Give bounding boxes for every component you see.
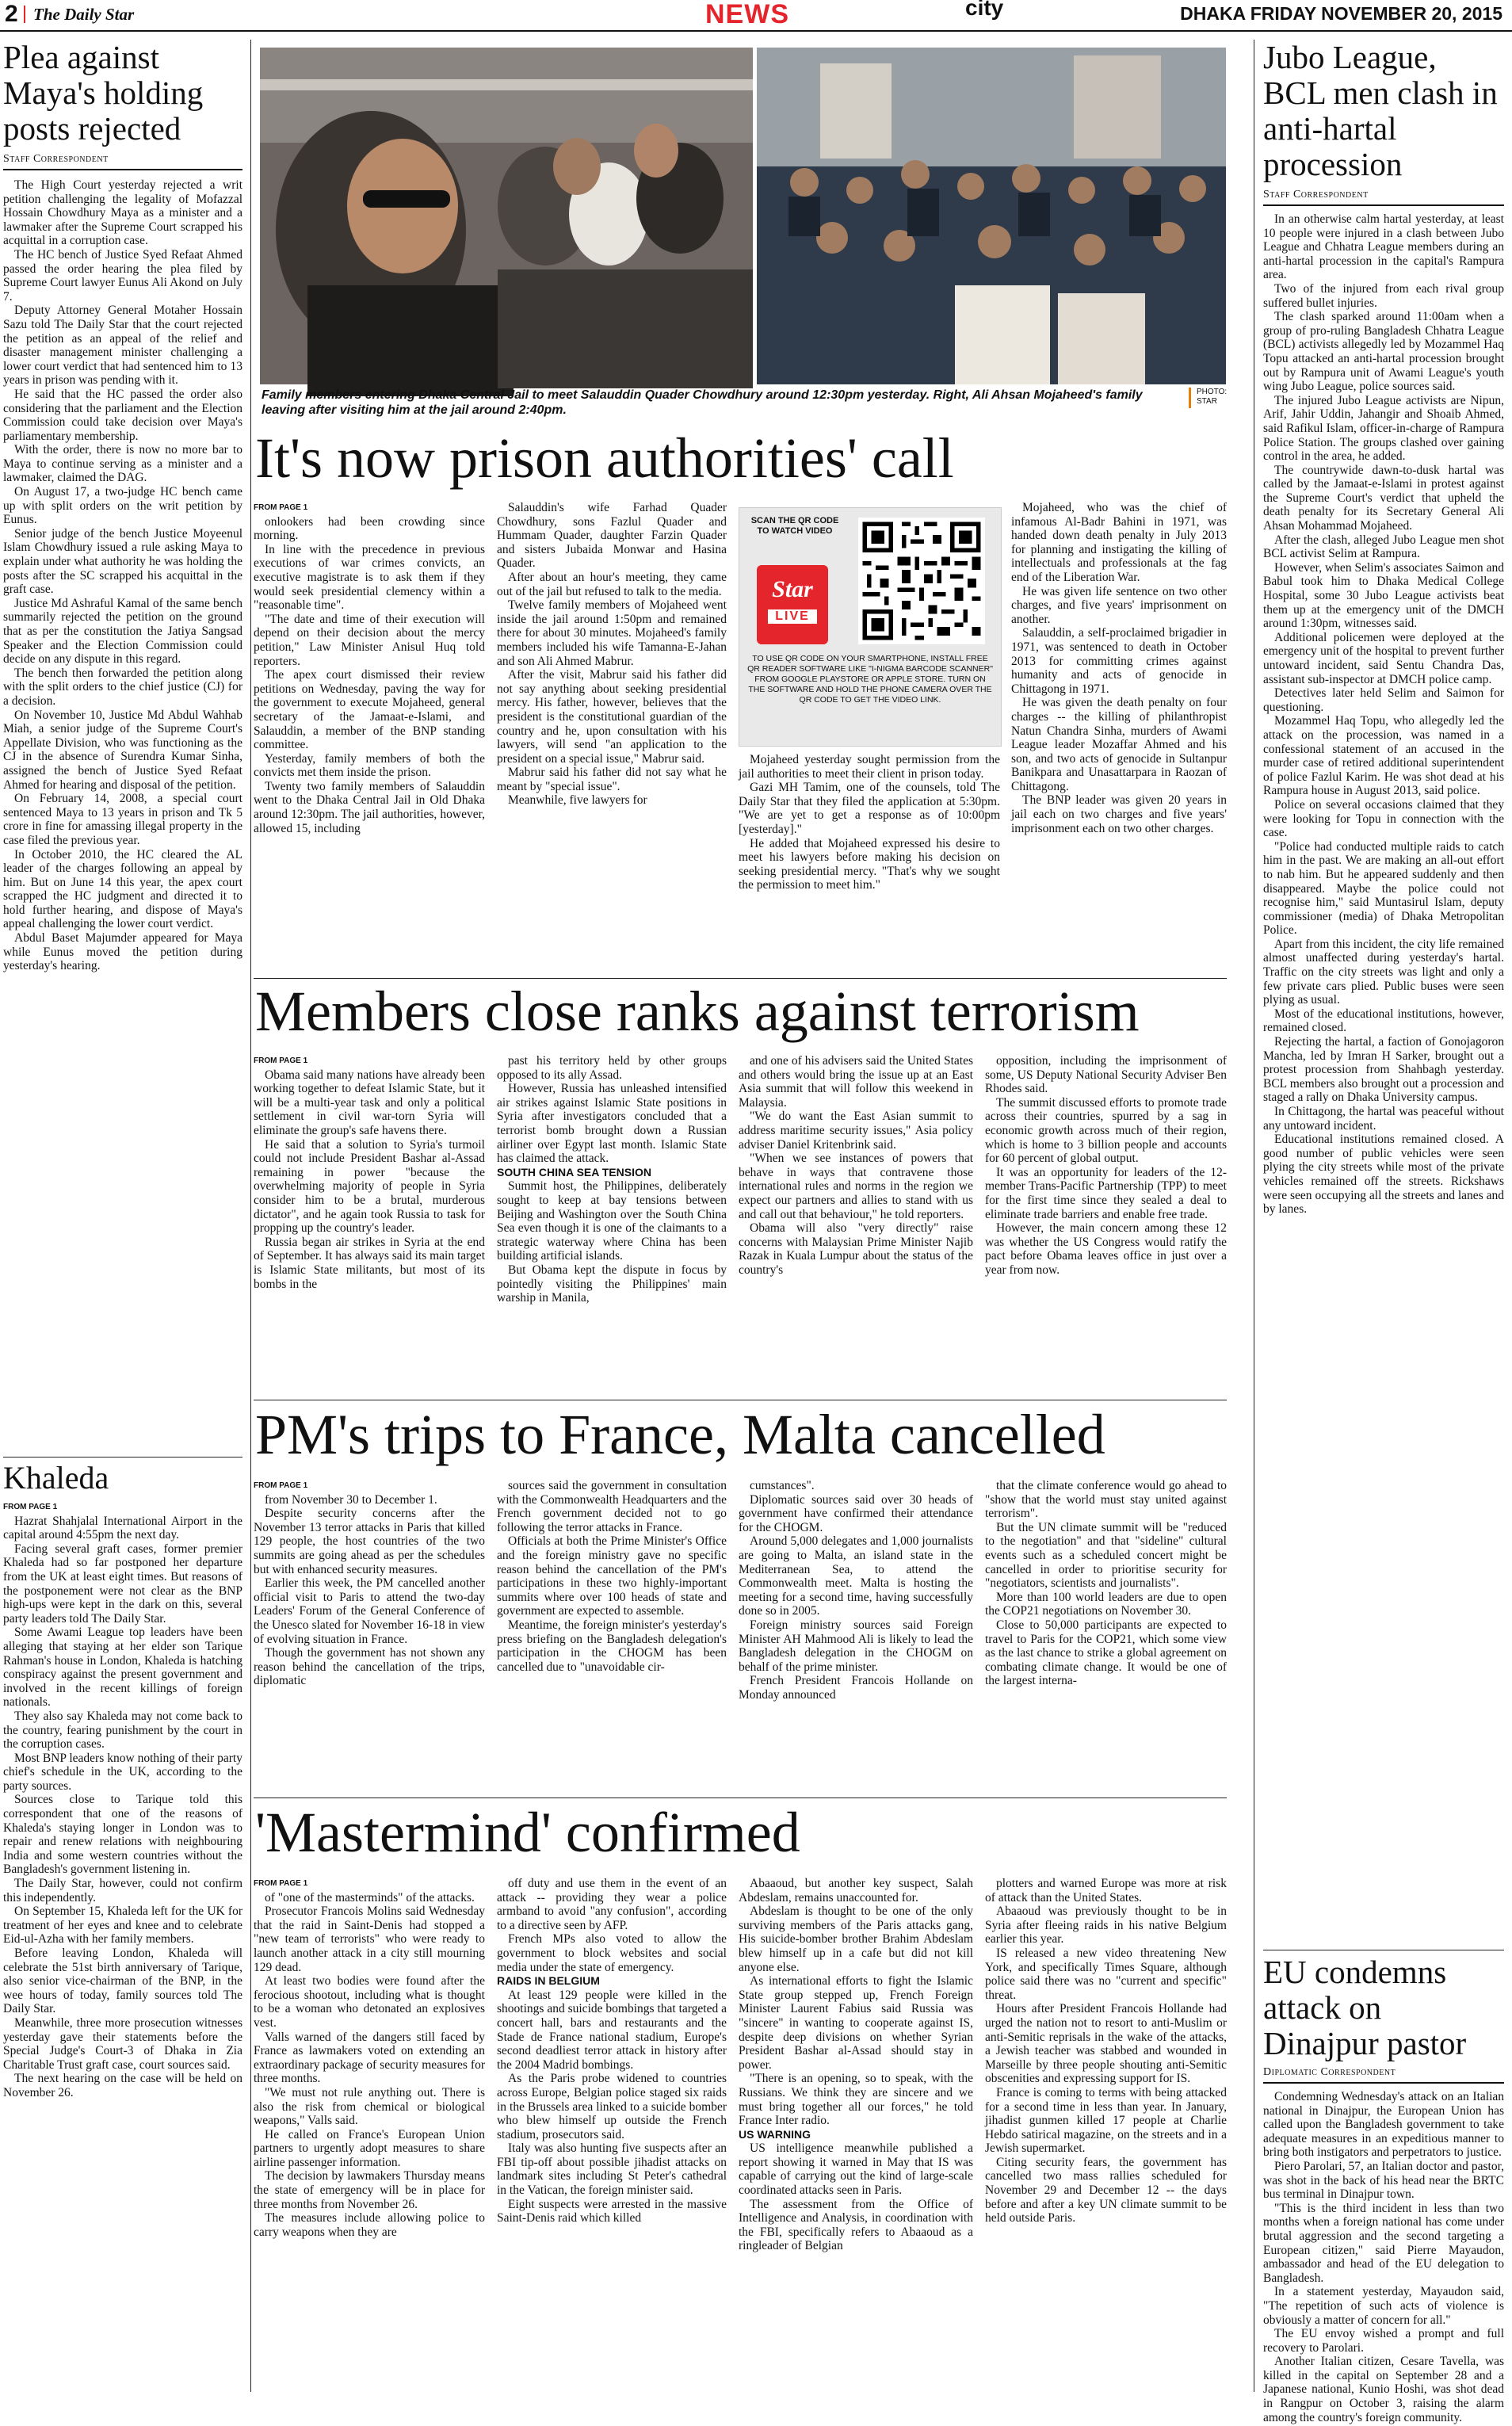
paragraph: Apart from this incident, the city life remained almost unaffected during yesterday's hartal. Traffic on the city streets was light and only a few private cars plied. Public buses were seen plying as usual. bbox=[1263, 937, 1504, 1007]
paragraph: off duty and use them in the event of an attack -- providing they wear a police armband to avoid "any confusion", according to a directive seen by AFP. bbox=[497, 1877, 727, 1932]
khaleda-story bbox=[3, 1460, 242, 2426]
paragraph: plotters and warned Europe was more at risk of attack than the United States. bbox=[985, 1877, 1227, 1905]
photo-left bbox=[260, 48, 753, 384]
qr-box bbox=[739, 507, 1002, 747]
paragraph: Educational institutions remained closed. A good number of public vehicles were seen plying the city streets while most of the private vehicles remained off the streets. Rickshaws were seen occupying all the streets and lanes and by lanes. bbox=[1263, 1133, 1504, 1217]
qr-instructions: TO USE QR CODE ON YOUR SMARTPHONE, INSTALL FREE QR READER SOFTWARE LIKE "I-NIGMA BARCODE SCANNER" FROM GOOGLE PLAYSTORE OR APPLE STORE. TURN ON THE SOFTWARE AND HOLD THE PHONE CAMERA OVER THE QR CODE TO GET THE VIDEO LINK. bbox=[747, 654, 993, 705]
mastermind-col-1 bbox=[254, 1877, 485, 2392]
pm-col-3 bbox=[739, 1479, 973, 1788]
paragraph: Italy was also hunting five suspects after an FBI tip-off about possible jihadist attacks on landmark sites including St Peter's cathedral in the Vatican, the foreign minister said. bbox=[497, 2141, 727, 2198]
paragraph: Senior judge of the bench Justice Moyeenul Islam Chowdhury issued a rule asking Maya to explain under what authority he was holding the posts after the SC scrapped his acquittal in the graft case. bbox=[3, 526, 242, 597]
paragraph: The summit discussed efforts to promote trade across their countries, spurred by a sag in economic growth across much of their region, which is home to 3 billion people and accounts for 60 percent of global output. bbox=[985, 1095, 1227, 1166]
subsection-label: city bbox=[965, 0, 1004, 20]
paragraph: He said that the HC passed the order also considering that the parliament and the Election Commission could take decision over Maya's parliamentary membership. bbox=[3, 387, 242, 443]
paragraph: Salauddin, a self-proclaimed brigadier in 1971, was sentenced to death in October 2013 for committing crimes against humanity and acts of genocide in Chittagong in 1971. bbox=[1011, 626, 1227, 696]
paragraph: Most BNP leaders know nothing of their party chief's schedule in the UK, according to the party sources. bbox=[3, 1751, 242, 1793]
paragraph: Obama will also "very directly" raise concerns with Malaysian Prime Minister Najib Razak in Kuala Lumpur about the status of the country's bbox=[739, 1221, 973, 1277]
paragraph: Obama said many nations have already been working together to defeat Islamic State, but it will be a multi-year task and only a political settlement in civil war-torn Syria will eliminate the group's safe havens there. bbox=[254, 1068, 485, 1137]
left-story-byline: Staff Correspondent bbox=[3, 153, 242, 170]
paragraph: Valls warned of the dangers still faced by France as lawmakers voted on extending an extraordinary package of security measures for three months. bbox=[254, 2030, 485, 2086]
star-live-logo bbox=[757, 565, 828, 644]
paragraph: On September 15, Khaleda left for the UK for treatment of her eyes and knee and to celebrate Eid-ul-Azha with her family members. bbox=[3, 1905, 242, 1947]
section-label: NEWS bbox=[705, 0, 789, 29]
paragraph: Rejecting the hartal, a faction of Gonojagoron Mancha, led by Imran H Sarker, brought out a protest procession from Shahbagh yesterday. BCL members also brought out a procession and staged a rally on Dhaka University campus. bbox=[1263, 1035, 1504, 1105]
star-live-logo-bottom: LIVE bbox=[768, 609, 817, 624]
paragraph: French President Francois Hollande on Monday announced bbox=[739, 1674, 973, 1702]
paragraph: Close to 50,000 participants are expected to travel to Paris for the COP21, which some view as the last chance to strike a global agreement on combating climate change. It would be one of the largest interna- bbox=[985, 1618, 1227, 1688]
paragraph: Yesterday, family members of both the convicts met them inside the prison. bbox=[254, 751, 485, 780]
prison-kicker: FROM PAGE 1 bbox=[254, 503, 308, 512]
paragraph: But Obama kept the dispute in focus by pointedly visiting the Philippines' main warship in Manila, bbox=[497, 1263, 727, 1305]
khaleda-kicker: FROM PAGE 1 bbox=[3, 1503, 58, 1511]
terror-col-4 bbox=[985, 1054, 1227, 1387]
paragraph: Diplomatic sources said over 30 heads of government have confirmed their attendance for the CHOGM. bbox=[739, 1492, 973, 1534]
paragraph: Mojaheed, who was the chief of infamous Al-Badr Bahini in 1971, was handed down death penalty in July 2013 for planning and instigating the killing of intellectuals and professionals at the fag end of the Liberation War. bbox=[1011, 501, 1227, 584]
terror-col-2 bbox=[497, 1054, 727, 1387]
paragraph: The EU envoy wished a prompt and full recovery to Parolari. bbox=[1263, 2327, 1504, 2355]
terror-kicker: FROM PAGE 1 bbox=[254, 1056, 308, 1065]
paragraph: Despite security concerns after the November 13 terror attacks in Paris that killed 129 people, the host countries of the two summits are going ahead as per the schedules but with enhanced security measures. bbox=[254, 1507, 485, 1576]
paragraph: Russia began air strikes in Syria at the end of September. It has always said its main target is Islamic State militants, but most of its bombs in the bbox=[254, 1235, 485, 1291]
paragraph: The clash sparked around 11:00am when a group of pro-ruling Bangladesh Chhatra League (BCL) activists allegedly led by Mozammel Haq Topu attacked an anti-hartal procession brought out by Rampura unit of Awami League's youth wing Jubo League, police sources said. bbox=[1263, 310, 1504, 394]
paragraph: The HC bench of Justice Syed Refaat Ahmed passed the order hearing the plea filed by Supreme Court lawyer Eunus Ali Akond on July 7. bbox=[3, 247, 242, 304]
paragraph: "We do want the East Asian summit to address maritime security issues," Asia policy adviser Daniel Kritenbrink said. bbox=[739, 1110, 973, 1152]
paragraph: They also say Khaleda may not come back to the country, fearing punishment by the court in the corruption cases. bbox=[3, 1709, 242, 1752]
paragraph: Citing security fears, the government has cancelled two mass rallies scheduled for November 29 and December 12 -- the days before and after a key UN climate summit to be held outside Paris. bbox=[985, 2155, 1227, 2225]
paragraph: Summit host, the Philippines, deliberately sought to keep at bay tensions between Beijing and Washington over the South China Sea even though it is one of the claimants to a strategic waterway where China has been building artificial islands. bbox=[497, 1179, 727, 1263]
paragraph: opposition, including the imprisonment of some, US Deputy National Security Adviser Ben Rhodes said. bbox=[985, 1054, 1227, 1096]
paragraph: Mabrur said his father did not say what he meant by "special issue". bbox=[497, 766, 727, 793]
paragraph: Hazrat Shahjalal International Airport in the capital around 4:55pm the next day. bbox=[3, 1514, 242, 1542]
pm-col-4 bbox=[985, 1479, 1227, 1788]
paragraph: Abdeslam is thought to be one of the only surviving members of the Paris attacks gang, His suicide-bomber brother Brahim Abdeslam blew himself up in a cafe but did not kill anyone else. bbox=[739, 1905, 973, 1974]
paragraph: He called on France's European Union partners to urgently adopt measures to share airline passenger information. bbox=[254, 2127, 485, 2169]
paragraph: In an otherwise calm hartal yesterday, at least 10 people were injured in a clash between Jubo League and Chhatra League members during an anti-hartal procession in the capital's Rampura area. bbox=[1263, 212, 1504, 282]
paragraph: Facing several graft cases, former premier Khaleda had so far postponed her departure from the UK at least eight times. But reasons of the postponement were not clear as the BNP high-ups were kept in the dark on this, several party leaders told The Daily Star. bbox=[3, 1542, 242, 1626]
paragraph: In October 2010, the HC cleared the AL leader of the charges following an appeal by him. But on June 14 this year, the apex court scrapped the HC judgment and directed it to hold further hearing, and dispose of Maya's appeal challenging the lower court verdict. bbox=[3, 847, 242, 931]
paragraph: Hours after President Francois Hollande had urged the nation not to resort to anti-Muslim or anti-Semitic reprisals in the wake of the attacks, a Jewish teacher was stabbed and wounded in Marseille by three people shouting anti-Semitic obscenities and expressing support for IS. bbox=[985, 2002, 1227, 2086]
paragraph: Salauddin's wife Farhad Quader Chowdhury, sons Fazlul Quader and Hummam Quader, daughter Farzin Quader and sisters Jubaida Monwar and Hasina Quader. bbox=[497, 501, 727, 571]
paragraph: On November 10, Justice Md Abdul Wahhab Miah, a senior judge of the Supreme Court's Appellate Division, who was functioning as the CJ in the absence of Surendra Kumar Sinha, assigned the bench of Justice Syed Refaat Ahmed for hearing and disposal of the petition. bbox=[3, 708, 242, 792]
paragraph: French MPs also voted to allow the government to block websites and social media under the state of emergency. bbox=[497, 1932, 727, 1974]
left-story-headline: Plea against Maya's holding posts rejected bbox=[3, 39, 204, 147]
paragraph: Another Italian citizen, Cesare Tavella, was killed in the capital on September 28 and a Japanese national, Kunio Hoshi, was shot dead in Rangpur on October 3, raising the alarm among the country's foreign community. bbox=[1263, 2355, 1504, 2424]
prison-col-1 bbox=[254, 501, 485, 968]
paragraph: After the clash, alleged Jubo League men shot BCL activist Selim at Rampura. bbox=[1263, 533, 1504, 561]
paragraph: Abaaoud was previously thought to be in Syria after fleeing raids in his native Belgium earlier this year. bbox=[985, 1905, 1227, 1947]
paragraph: In a statement yesterday, Mayaudon said, "The repetition of such acts of violence is obviously a matter of concern for all." bbox=[1263, 2285, 1504, 2327]
paragraph: But the UN climate summit will be "reduced to the negotiation" and that "sideline" cultural events such as a scheduled concert might be cancelled in order to prioritise security for "negotiators, scientists and journalists". bbox=[985, 1520, 1227, 1591]
mastermind-kicker: FROM PAGE 1 bbox=[254, 1879, 308, 1888]
paragraph: Abdul Baset Majumder appeared for Maya while Eunus moved the petition during yesterday's hearing. bbox=[3, 931, 242, 973]
paragraph: Two of the injured from each rival group suffered bullet injuries. bbox=[1263, 281, 1504, 310]
paragraph: The injured Jubo League activists are Nipun, Arif, Jahir Uddin, Jahangir and Shoaib Ahmed, said Rafikul Islam, officer-in-charge of Rampura Police Station. The groups clashed over gaining control in the area, he added. bbox=[1263, 393, 1504, 464]
mastermind-headline: 'Mastermind' confirmed bbox=[255, 1801, 800, 1864]
paragraph: Detectives later held Selim and Saimon for questioning. bbox=[1263, 686, 1504, 714]
paragraph: On February 14, 2008, a special court sentenced Maya to 13 years in prison and Tk 5 crore in fine for amassing illegal property in the case filed the previous year. bbox=[3, 792, 242, 847]
paragraph: Police on several occasions claimed that they were looking for Topu in connection with the case. bbox=[1263, 797, 1504, 840]
paragraph: US intelligence meanwhile published a report showing it warned in May that IS was capable of carrying out the kind of large-scale coordinated attacks seen in Paris. bbox=[739, 2141, 973, 2198]
paragraph: onlookers had been crowding since morning. bbox=[254, 514, 485, 543]
paragraph: "The date and time of their execution will depend on their decision about the mercy petition," Law Minister Anisul Huq told reporters. bbox=[254, 612, 485, 668]
paragraph: However, when Selim's associates Saimon and Babul took him to Dhaka Medical College Hospital, some 30 Jubo League activists beat them up at the emergency unit of the DMCH around 1:30pm, witnesses said. bbox=[1263, 560, 1504, 631]
page-number: 2 bbox=[5, 1, 18, 27]
khaleda-body bbox=[3, 1500, 242, 2426]
paragraph: "This is the third incident in less than two months when a foreign national has come under brutal aggression and the second targeting a European citizen," said Pierre Mayaudon, ambassador and head of the EU delegation to Bangladesh. bbox=[1263, 2201, 1504, 2285]
paragraph: Meantime, the foreign minister's yesterday's press briefing on the Bangladesh delegation's participation in the CHOGM has been cancelled due to "unavoidable cir- bbox=[497, 1618, 727, 1674]
prison-col-2 bbox=[497, 501, 727, 968]
paragraph: The BNP leader was given 20 years in jail each on two charges and five years' imprisonment each on two other charges. bbox=[1011, 793, 1227, 835]
mastermind-col-4 bbox=[985, 1877, 1227, 2392]
eu-story-body bbox=[1263, 2090, 1504, 2424]
paragraph: Earlier this week, the PM cancelled another official visit to Paris to attend the two-day Leaders' Forum of the General Conference of the Unesco slated for November 16-18 in view of evolving situation in France. bbox=[254, 1576, 485, 1646]
paragraph: Mojaheed yesterday sought permission from the jail authorities to meet their client in prison today. bbox=[739, 753, 1000, 781]
right-story-byline: Staff Correspondent bbox=[1263, 189, 1504, 206]
family-entering-jail-photo-icon bbox=[260, 48, 753, 384]
khaleda-headline: Khaleda bbox=[3, 1460, 109, 1496]
paragraph: Meanwhile, five lawyers for bbox=[508, 793, 647, 808]
paragraph: past his territory held by other groups opposed to its ally Assad. bbox=[497, 1054, 727, 1082]
paragraph: US WARNING bbox=[739, 2127, 811, 2141]
paragraph: The High Court yesterday rejected a writ petition challenging the legality of Mofazzal Hossain Chowdhury Maya as a minister and a lawmaker after the Supreme Court scrapped his acquittal in a corruption case. bbox=[3, 178, 242, 248]
masthead bbox=[0, 0, 1512, 32]
paragraph: More than 100 world leaders are due to open the COP21 negotiations on November 30. bbox=[985, 1590, 1227, 1618]
paragraph: "Police had conducted multiple raids to catch him in the past. We are making an all-out effort to nab him. But he appeared suddenly and then disappeared. Maybe the police could not recognise him," said Muntasirul Islam, deputy commissioner (media) of Dhaka Metropolitan Police. bbox=[1263, 839, 1504, 938]
paragraph: However, the main concern among these 12 was whether the US Congress would ratify the pact before Obama leaves office in just over a year from now. bbox=[985, 1221, 1227, 1277]
photo-credit-bar-icon bbox=[1189, 388, 1191, 408]
paragraph: from November 30 to December 1. bbox=[265, 1492, 437, 1507]
paragraph: The bench then forwarded the petition along with the split orders to the chief justice (CJ) for a decision. bbox=[3, 666, 242, 708]
paragraph: Gazi MH Tamim, one of the counsels, told The Daily Star that they filed the application at 5:30pm. "We are yet to get a response as of 10:00pm [yesterday]." bbox=[739, 781, 1000, 836]
paper-name: The Daily Star bbox=[33, 5, 135, 24]
paragraph: The apex court dismissed their review petitions on Wednesday, paving the way for the government to execute Mojaheed, general secretary of the Jamaat-e-Islami, and Salauddin, a member of the BNP standing committee. bbox=[254, 668, 485, 752]
paragraph: Officials at both the Prime Minister's Office and the foreign ministry gave no specific reason behind the cancellation of the PM's participations in these two highly-important summits where over 100 heads of state and government are expected to assemble. bbox=[497, 1534, 727, 1618]
paragraph: IS released a new video threatening New York, and specifically Times Square, although police said there was no "current and specific" threat. bbox=[985, 1946, 1227, 2002]
paragraph: Before leaving London, Khaleda will celebrate the 51st birth anniversary of Tarique, also senior vice-chairman of the BNP, in the wee hours of today, family sources told The Daily Star. bbox=[3, 1947, 242, 2016]
left-story bbox=[3, 40, 242, 1559]
paragraph: However, Russia has unleashed intensified air strikes against Islamic State positions in Syria after investigators concluded that a terrorist bomb brought down a Russian airliner over Egypt last month. Islamic State has claimed the attack. bbox=[497, 1082, 727, 1166]
photo-right bbox=[757, 48, 1226, 384]
pm-kicker: FROM PAGE 1 bbox=[254, 1481, 308, 1490]
paragraph: Eight suspects were arrested in the massive Saint-Denis raid which killed bbox=[497, 2197, 727, 2225]
right-story bbox=[1263, 40, 1504, 1923]
paragraph: At least two bodies were found after the ferocious shootout, including what is thought to be a woman who detonated an explosives vest. bbox=[254, 1974, 485, 2030]
paragraph: SOUTH CHINA SEA TENSION bbox=[497, 1165, 651, 1179]
family-leaving-jail-photo-icon bbox=[757, 48, 1226, 384]
paragraph: Condemning Wednesday's attack on an Italian national in Dinajpur, the European Union has called upon the Bangladesh government to take adequate measures in an expeditious manner to bring both instigators and perpetrators to justice. bbox=[1263, 2090, 1504, 2160]
right-story-headline: Jubo League, BCL men clash in anti-hartal procession bbox=[1263, 39, 1498, 182]
paragraph: On August 17, a two-judge HC bench came up with split orders on the writ petition by Eunus. bbox=[3, 485, 242, 527]
paragraph: He added that Mojaheed expressed his desire to meet his lawyers before making his decision on seeking presidential mercy. "That's why we sought the permission to meet him." bbox=[739, 836, 1000, 892]
prison-headline: It's now prison authorities' call bbox=[255, 426, 954, 490]
paragraph: The measures include allowing police to carry weapons when they are bbox=[254, 2211, 485, 2239]
paragraph: Most of the educational institutions, however, remained closed. bbox=[1263, 1007, 1504, 1035]
paragraph: sources said the government in consultation with the Commonwealth Headquarters and the French government decided not to go following the terror attacks in France. bbox=[497, 1479, 727, 1534]
paragraph: He was given life sentence on two other charges, and five years' imprisonment on another. bbox=[1011, 584, 1227, 626]
paragraph: France is coming to terms with being attacked for a second time in less than year. In January, jihadist gunmen killed 17 people at Charlie Hebdo satirical magazine, on the streets and in a Jewish supermarket. bbox=[985, 2085, 1227, 2156]
paragraph: Justice Md Ashraful Kamal of the same bench summarily rejected the petition on the ground that as per the constitution the Jatiya Sangsad Speaker and the Election Commission could decide on any dispute in this regard. bbox=[3, 596, 242, 667]
paragraph: With the order, there is now no more bar to Maya to continue serving as a minister and a lawmaker, claimed the DAG. bbox=[3, 443, 242, 485]
paragraph: After the visit, Mabrur said his father did not say anything about seeking presidential mercy. His father, however, believes that the president is the constitutional guardian of the country and he, upon consultation with his lawyers, will send "an application to the president on a special issue," Mabrur said. bbox=[497, 668, 727, 766]
paragraph: Meanwhile, three more prosecution witnesses yesterday gave their statements before the Special Judge's Court-3 of Dhaka in Zia Charitable Trust graft case, court sources said. bbox=[3, 2015, 242, 2072]
paragraph: Abaaoud, but another key suspect, Salah Abdeslam, remains unaccounted for. bbox=[739, 1877, 973, 1905]
left-story-body bbox=[3, 178, 242, 1559]
paragraph: He was given the death penalty on four charges -- the killing of philanthropist Natun Chandra Sinha, murders of Awami League leader Mozaffar Ahmed and his son, and two acts of genocide in Sultanpur Banikpara and Unasattarpara in Raozan of Chittagong. bbox=[1011, 696, 1227, 793]
terror-headline: Members close ranks against terrorism bbox=[255, 980, 1140, 1043]
paragraph: Though the government has not shown any reason behind the cancellation of the trips, diplomatic bbox=[254, 1646, 485, 1688]
paragraph: After about an hour's meeting, they came out of the jail but refused to talk to the media. bbox=[497, 570, 727, 598]
photo-caption: Family members entering Dhaka Central Jail to meet Salauddin Quader Chowdhury around 12:30pm yesterday. Right, Ali Ahsan Mojaheed's family leaving after visiting him at the jail around 2:40pm. bbox=[262, 388, 1143, 417]
mastermind-col-3 bbox=[739, 1877, 973, 2392]
paragraph: The Daily Star, however, could not confirm this independently. bbox=[3, 1877, 242, 1905]
paragraph: In Chittagong, the hartal was peaceful without any untoward incident. bbox=[1263, 1105, 1504, 1133]
prison-col-3 bbox=[739, 753, 1000, 968]
paragraph: Some Awami League top leaders have been alleging that staying at her elder son Tarique Rahman's house in London, Khaleda is hatching conspiracy against the present government and involved in the recent killings of foreign nationals. bbox=[3, 1626, 242, 1710]
paragraph: that the climate conference would go ahead to "show that the world must stay united against terrorism". bbox=[985, 1479, 1227, 1521]
paragraph: As the Paris probe widened to countries across Europe, Belgian police staged six raids in the Brussels area linked to a suicide bomber who blew himself up outside the French stadium, prosecutors said. bbox=[497, 2072, 727, 2141]
pm-col-2 bbox=[497, 1479, 727, 1788]
paragraph: In line with the precedence in previous executions of war crimes convicts, an executive magistrate is to ask them if they would seek presidential clemency within a "reasonable time". bbox=[254, 542, 485, 613]
paragraph: "There is an opening, so to speak, with the Russians. We think they are sincere and we must bring together all our forces," he told France Inter radio. bbox=[739, 2072, 973, 2128]
paragraph: Additional policemen were deployed at the emergency unit of the hospital to prevent further untoward incident, said Sentu Chandra Das, assistant sub-inspector at DMCH police camp. bbox=[1263, 630, 1504, 686]
paragraph: Piero Parolari, 57, an Italian doctor and pastor, was shot in the back of his head near the BRTC bus terminal in Dinajpur town. bbox=[1263, 2159, 1504, 2202]
paragraph: It was an opportunity for leaders of the 12-member Trans-Pacific Partnership (TPP) to meet for the first time since they sealed a deal to eliminate trade barriers and enable free trade. bbox=[985, 1165, 1227, 1221]
terror-col-1 bbox=[254, 1054, 485, 1387]
paragraph: He said that a solution to Syria's turmoil could not include President Bashar al-Assad remaining in power "because the overwhelming majority of people in Syria consider him to be a brutal, murderous dictator", and he again took Russia to task for propping up the country's leader. bbox=[254, 1137, 485, 1236]
qr-code-icon[interactable] bbox=[858, 518, 985, 644]
paragraph: and one of his advisers said the United States and others would bring the issue up at an East Asia summit that will follow this weekend in Malaysia. bbox=[739, 1054, 973, 1110]
paragraph: At least 129 people were killed in the shootings and suicide bombings that targeted a concert hall, bars and restaurants and the Stade de France national stadium, Europe's second deadliest terror attack in history after the 2004 Madrid bombings. bbox=[497, 1988, 727, 2072]
paragraph: RAIDS IN BELGIUM bbox=[497, 1974, 600, 1988]
eu-story-byline: Diplomatic Correspondent bbox=[1263, 2066, 1504, 2084]
star-live-logo-top: Star bbox=[772, 576, 813, 602]
paragraph: The next hearing on the case will be held on November 26. bbox=[3, 2072, 242, 2099]
eu-story bbox=[1263, 1954, 1504, 2424]
right-story-body bbox=[1263, 212, 1504, 1923]
paragraph: Mozammel Haq Topu, who allegedly led the attack on the procession, was named in a confessional statement of an accused in the murder case of retired additional superintendent of police Fazlul Karim. He was shot dead at his Rampura house in August 2013, said police. bbox=[1263, 714, 1504, 798]
paragraph: Twelve family members of Mojaheed went inside the jail around 1:50pm and remained there for about 30 minutes. Mojaheed's family members included his wife Tamanna-E-Jahan and son Ali Ahmed Mabrur. bbox=[497, 598, 727, 668]
photo-credit: PHOTO: STAR bbox=[1197, 388, 1228, 406]
paragraph: The assessment from the Office of Intelligence and Analysis, in coordination with the FBI, specifically refers to Abaaoud as a ringleader of Belgian bbox=[739, 2197, 973, 2253]
pm-col-1 bbox=[254, 1479, 485, 1788]
paragraph: Deputy Attorney General Motaher Hossain Sazu told The Daily Star that the court rejected the petition as an appeal of the relief and disaster management minister challenging a lower court verdict that had sentenced him to 13 years in prison was pending with it. bbox=[3, 304, 242, 388]
paragraph: "We must not rule anything out. There is also the risk from chemical or biological weapons," Valls said. bbox=[254, 2085, 485, 2128]
prison-col-4 bbox=[1011, 501, 1227, 968]
dateline: DHAKA FRIDAY NOVEMBER 20, 2015 bbox=[1180, 3, 1502, 24]
paragraph: "When we see instances of powers that behave in ways that contravene those international rules and norms in the region we expect our partners and allies to stand with us and call out that behaviour," he told reporters. bbox=[739, 1152, 973, 1221]
paragraph: of "one of the masterminds" of the attacks. bbox=[265, 1890, 475, 1905]
qr-title: SCAN THE QR CODE TO WATCH VIDEO bbox=[750, 516, 839, 536]
paragraph: Foreign ministry sources said Foreign Minister AH Mahmood Ali is likely to lead the Bangladesh delegation in the CHOGM on behalf of the prime minister. bbox=[739, 1618, 973, 1674]
terror-col-3 bbox=[739, 1054, 973, 1387]
paragraph: The countrywide dawn-to-dusk hartal was called by the Jamaat-e-Islami in protest against the Supreme Court's verdict that upheld the death penalty for its Secretary General Ali Ahsan Mohammad Mojaheed. bbox=[1263, 463, 1504, 533]
paragraph: Prosecutor Francois Molins said Wednesday that the raid in Saint-Denis had stopped a "new team of terrorists" who were ready to launch another attack in a city still mourning 129 dead. bbox=[254, 1905, 485, 1974]
pm-headline: PM's trips to France, Malta cancelled bbox=[255, 1403, 1105, 1466]
paragraph: As international efforts to fight the Islamic State group stepped up, French Foreign Minister Laurent Fabius said Russia was "sincere" in wanting to cooperate against IS, despite deep divisions on whether Syrian President Bashar al-Assad should stay in power. bbox=[739, 1974, 973, 2072]
mastermind-col-2 bbox=[497, 1877, 727, 2392]
paragraph: cumstances". bbox=[750, 1479, 815, 1492]
paragraph: Around 5,000 delegates and 1,000 journalists are going to Malta, an island state in the Mediterranean Sea, to attend the Commonwealth meet. Malta is hosting the meeting for a second time, having successfully done so in 2005. bbox=[739, 1534, 973, 1618]
paragraph: Sources close to Tarique told this correspondent that one of the reasons of Khaleda's staying longer in London was to repair and renew relations with neighbouring India and some western countries without the Bangladesh's government listening in. bbox=[3, 1793, 242, 1877]
eu-story-headline: EU condemns attack on Dinajpur pastor bbox=[1263, 1954, 1467, 2061]
paragraph: Twenty two family members of Salauddin went to the Dhaka Central Jail in Old Dhaka around 12:30pm. The jail authorities, however, allowed 15, including bbox=[254, 779, 485, 835]
paragraph: The decision by lawmakers Thursday means the state of emergency will be in place for three months from November 26. bbox=[254, 2169, 485, 2211]
masthead-rule-icon bbox=[24, 6, 25, 23]
